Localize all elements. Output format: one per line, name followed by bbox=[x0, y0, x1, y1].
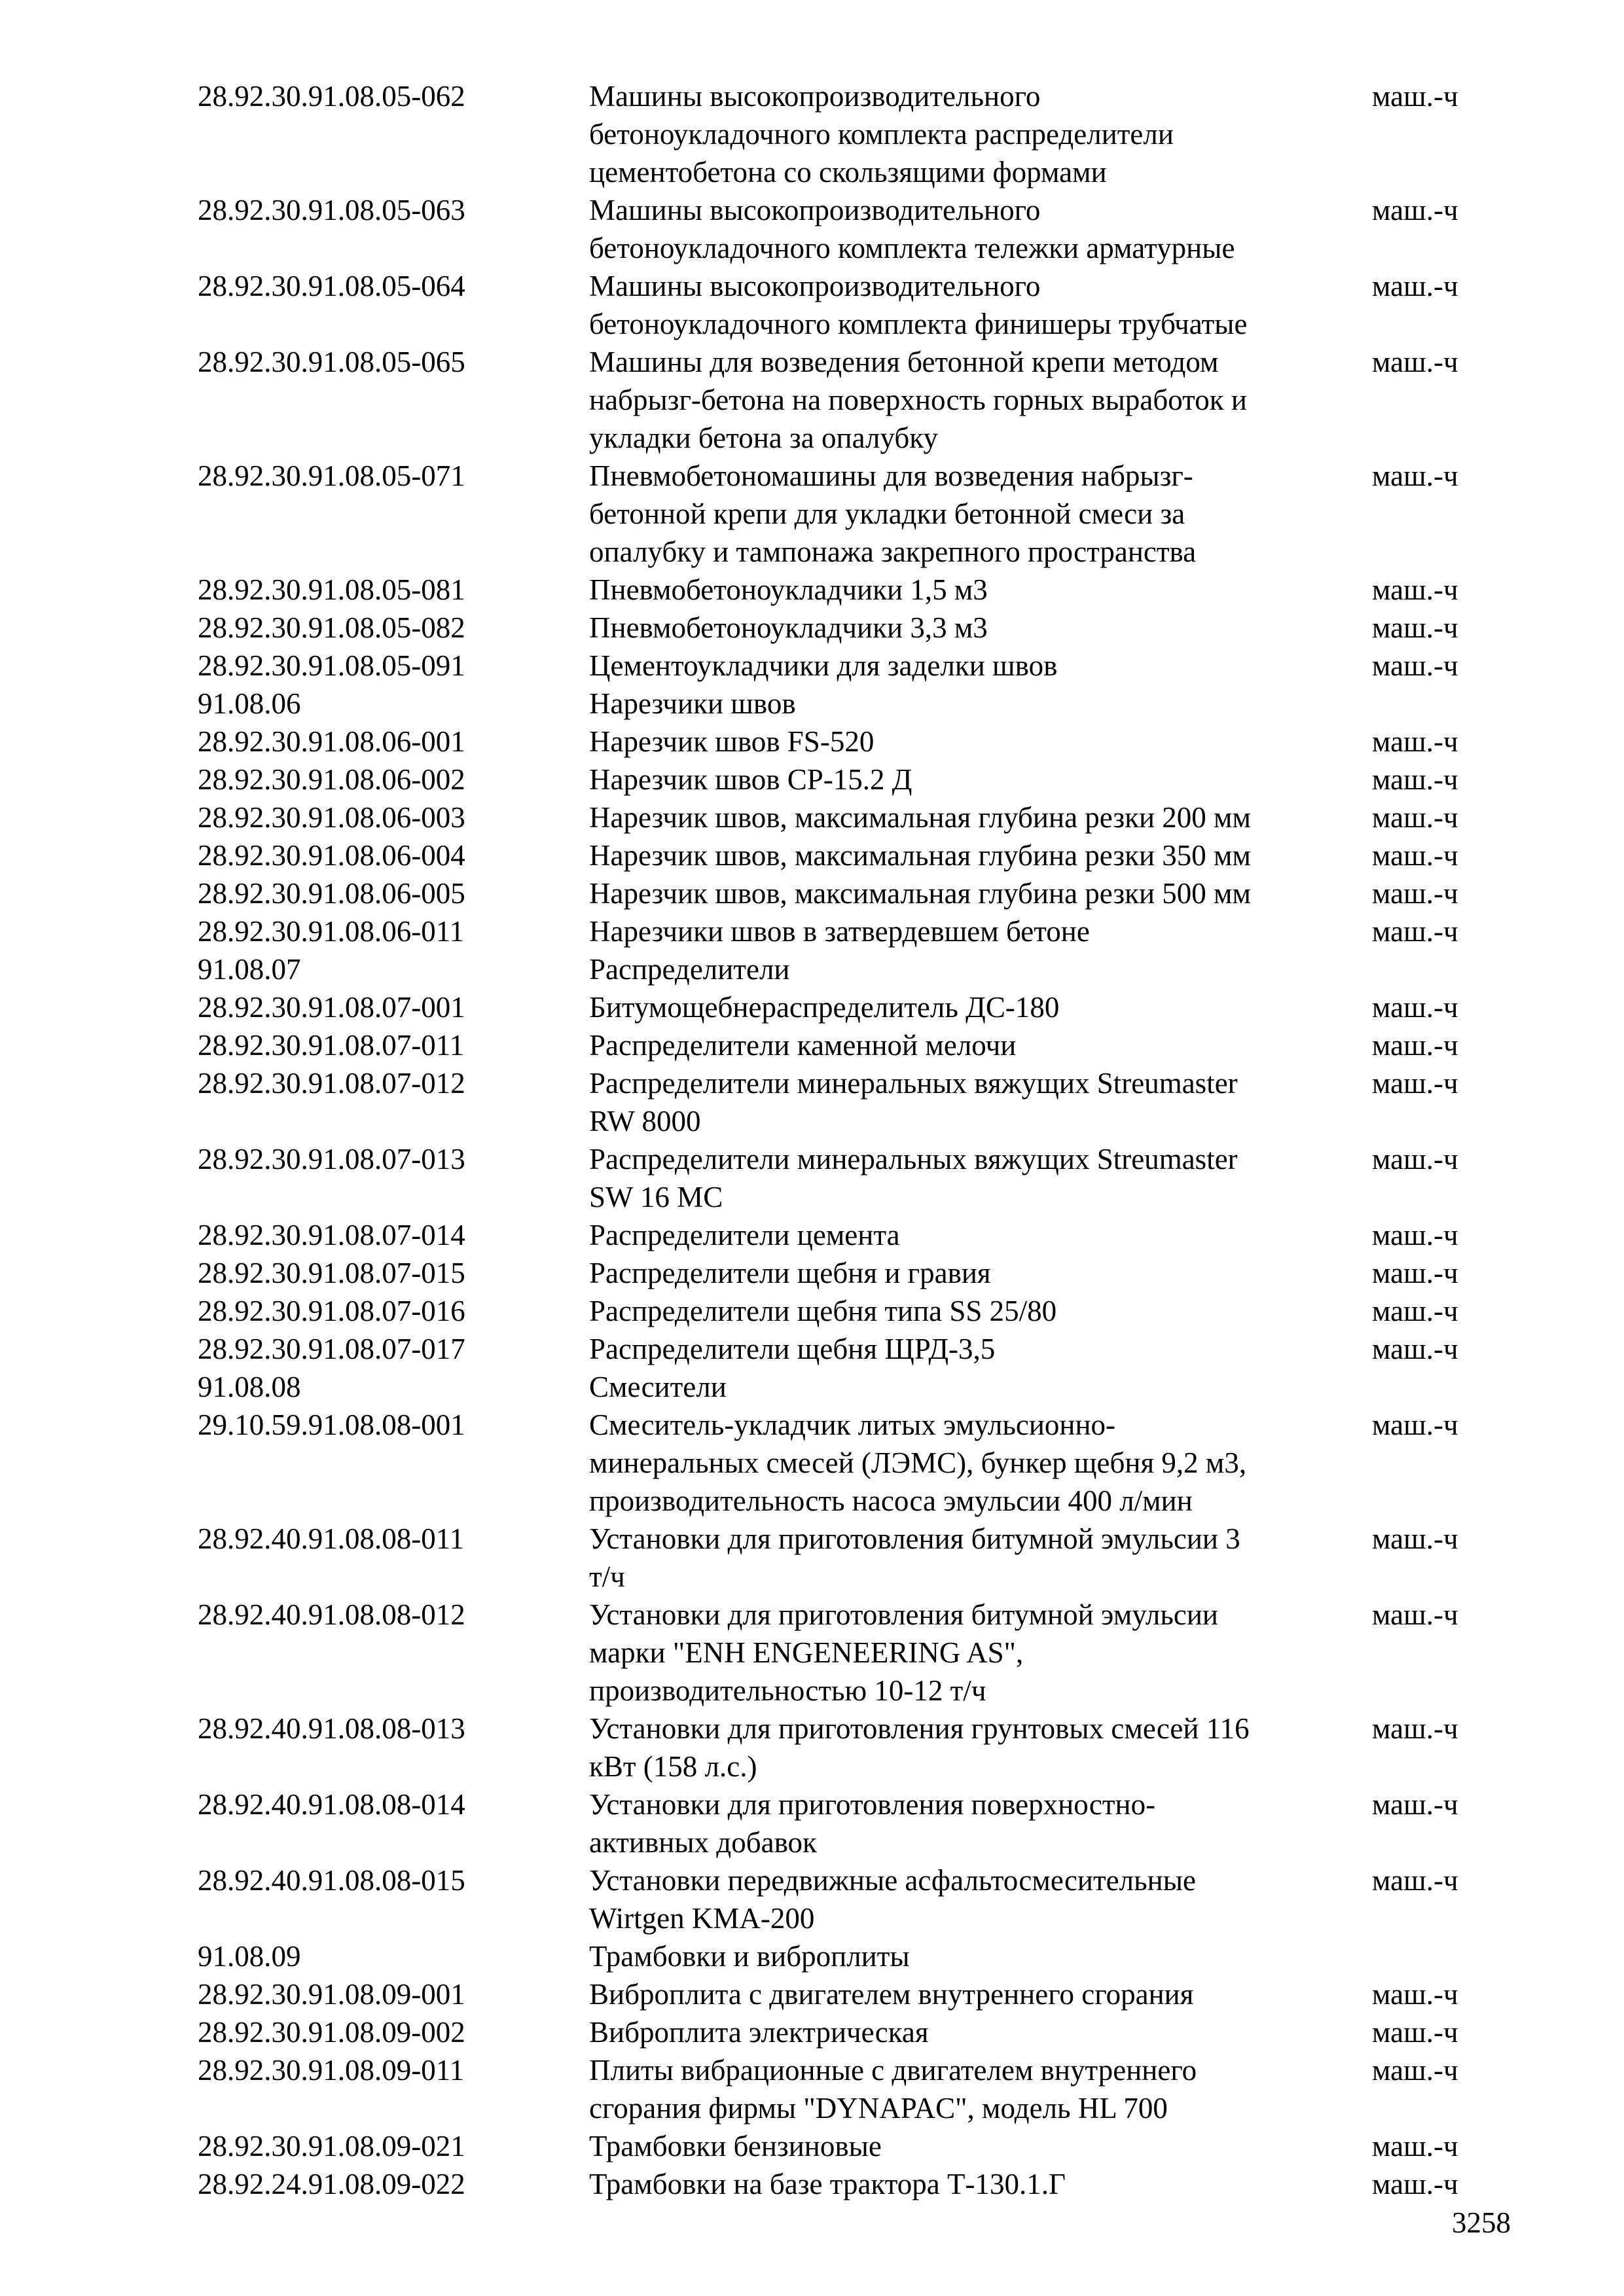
item-code: 28.92.30.91.08.05-064 bbox=[198, 270, 465, 302]
item-name bbox=[589, 609, 1335, 647]
item-name bbox=[589, 1975, 1335, 2013]
item-name-line: Нарезчик швов, максимальная глубина резки 200 мм bbox=[589, 801, 1252, 834]
item-name-line: Установки для приготовления грунтовых смесей 116 bbox=[589, 1712, 1250, 1745]
item-unit: маш.-ч bbox=[1372, 991, 1458, 1024]
list-item bbox=[198, 1216, 1507, 1254]
item-name-line: Машины высокопроизводительного bbox=[589, 194, 1041, 226]
item-code: 28.92.40.91.08.08-013 bbox=[198, 1712, 465, 1745]
list-item bbox=[198, 609, 1507, 647]
item-name-line: Смесители bbox=[589, 1371, 727, 1403]
item-code: 28.92.30.91.08.05-065 bbox=[198, 346, 465, 378]
list-item bbox=[198, 1710, 1507, 1785]
list-item bbox=[198, 191, 1507, 267]
list-item bbox=[198, 912, 1507, 950]
item-code: 28.92.30.91.08.05-082 bbox=[198, 611, 465, 644]
item-unit: маш.-ч bbox=[1372, 459, 1458, 492]
item-code: 28.92.30.91.08.09-021 bbox=[198, 2130, 465, 2162]
item-code: 28.92.30.91.08.06-004 bbox=[198, 839, 465, 872]
item-name-line: бетонной крепи для укладки бетонной смеси за bbox=[589, 497, 1185, 530]
item-name-line: Распределители щебня и гравия bbox=[589, 1257, 991, 1289]
item-name bbox=[589, 647, 1335, 685]
list-item bbox=[198, 2165, 1507, 2203]
item-name-line: сгорания фирмы "DYNAPAC", модель HL 700 bbox=[589, 2092, 1168, 2125]
item-unit: маш.-ч bbox=[1372, 573, 1458, 606]
item-name bbox=[589, 988, 1335, 1026]
section-heading bbox=[198, 1937, 1507, 1975]
item-name bbox=[589, 1861, 1335, 1937]
item-name bbox=[589, 1064, 1335, 1140]
item-name-line: Нарезчик швов СР-15.2 Д bbox=[589, 763, 912, 796]
item-name bbox=[589, 798, 1335, 836]
item-name bbox=[589, 1596, 1335, 1710]
item-name-line: марки "ENH ENGENEERING AS", bbox=[589, 1636, 1024, 1669]
item-code: 28.92.24.91.08.09-022 bbox=[198, 2168, 465, 2200]
item-name bbox=[589, 1026, 1335, 1064]
item-name bbox=[589, 912, 1335, 950]
list-item bbox=[198, 1330, 1507, 1368]
item-name-line: Распределители bbox=[589, 953, 790, 986]
item-unit: маш.-ч bbox=[1372, 1029, 1458, 1062]
list-item bbox=[198, 77, 1507, 191]
item-unit: маш.-ч bbox=[1372, 270, 1458, 302]
item-unit: маш.-ч bbox=[1372, 1598, 1458, 1631]
item-name bbox=[589, 1937, 1335, 1975]
item-name-line: SW 16 МС bbox=[589, 1181, 723, 1213]
item-unit: маш.-ч bbox=[1372, 346, 1458, 378]
item-name bbox=[589, 874, 1335, 912]
item-name bbox=[589, 1330, 1335, 1368]
item-name bbox=[589, 1406, 1335, 1520]
item-name-line: Нарезчик швов, максимальная глубина резки 350 мм bbox=[589, 839, 1252, 872]
list-item bbox=[198, 761, 1507, 798]
item-code: 28.92.30.91.08.07-013 bbox=[198, 1143, 465, 1175]
item-name-line: бетоноукладочного комплекта тележки арматурные bbox=[589, 232, 1235, 264]
item-unit: маш.-ч bbox=[1372, 1712, 1458, 1745]
item-name-line: бетоноукладочного комплекта финишеры трубчатые bbox=[589, 308, 1248, 340]
item-code: 28.92.30.91.08.07-012 bbox=[198, 1067, 465, 1100]
item-unit: маш.-ч bbox=[1372, 649, 1458, 682]
item-name bbox=[589, 1216, 1335, 1254]
item-name bbox=[589, 267, 1335, 343]
list-item bbox=[198, 457, 1507, 571]
item-name bbox=[589, 77, 1335, 191]
section-heading bbox=[198, 685, 1507, 723]
item-code: 28.92.30.91.08.07-016 bbox=[198, 1295, 465, 1327]
item-name-line: активных добавок bbox=[589, 1826, 817, 1859]
item-unit: маш.-ч bbox=[1372, 80, 1458, 113]
item-name-line: Машины высокопроизводительного bbox=[589, 80, 1041, 113]
item-unit: маш.-ч bbox=[1372, 725, 1458, 758]
item-unit: маш.-ч bbox=[1372, 1788, 1458, 1821]
section-heading bbox=[198, 1368, 1507, 1406]
item-code: 28.92.30.91.08.05-071 bbox=[198, 459, 465, 492]
item-name-line: Битумощебнераспределитель ДС-180 bbox=[589, 991, 1060, 1024]
item-name-line: цементобетона со скользящими формами bbox=[589, 156, 1107, 188]
list-item bbox=[198, 571, 1507, 609]
list-item bbox=[198, 1406, 1507, 1520]
item-name-line: Установки для приготовления битумной эмульсии bbox=[589, 1598, 1218, 1631]
machine-list bbox=[198, 77, 1507, 2203]
item-code: 28.92.40.91.08.08-014 bbox=[198, 1788, 465, 1821]
item-name bbox=[589, 836, 1335, 874]
item-name-line: Распределители каменной мелочи bbox=[589, 1029, 1017, 1062]
item-unit: маш.-ч bbox=[1372, 763, 1458, 796]
item-name-line: бетоноукладочного комплекта распределители bbox=[589, 118, 1174, 151]
item-unit: маш.-ч bbox=[1372, 2130, 1458, 2162]
item-name-line: Распределители цемента bbox=[589, 1219, 900, 1251]
list-item bbox=[198, 1520, 1507, 1596]
item-unit: маш.-ч bbox=[1372, 839, 1458, 872]
item-name-line: Пневмобетоноукладчики 3,3 м3 bbox=[589, 611, 988, 644]
item-name-line: кВт (158 л.с.) bbox=[589, 1750, 757, 1783]
list-item bbox=[198, 2127, 1507, 2165]
item-code: 28.92.30.91.08.06-001 bbox=[198, 725, 465, 758]
item-name-line: Виброплита с двигателем внутреннего сгорания bbox=[589, 1978, 1194, 2011]
item-name bbox=[589, 723, 1335, 761]
item-code: 28.92.30.91.08.06-005 bbox=[198, 877, 465, 910]
item-name bbox=[589, 1520, 1335, 1596]
item-unit: маш.-ч bbox=[1372, 1978, 1458, 2011]
item-unit: маш.-ч bbox=[1372, 611, 1458, 644]
list-item bbox=[198, 2051, 1507, 2127]
item-name-line: RW 8000 bbox=[589, 1105, 701, 1138]
list-item bbox=[198, 267, 1507, 343]
item-name-line: Wirtgen KMA-200 bbox=[589, 1902, 815, 1935]
list-item bbox=[198, 874, 1507, 912]
item-code: 28.92.30.91.08.07-017 bbox=[198, 1333, 465, 1365]
item-name-line: Установки передвижные асфальтосмесительные bbox=[589, 1864, 1196, 1897]
item-name bbox=[589, 343, 1335, 457]
list-item bbox=[198, 1254, 1507, 1292]
list-item bbox=[198, 343, 1507, 457]
item-code: 28.92.30.91.08.05-063 bbox=[198, 194, 465, 226]
item-name-line: Нарезчик швов FS-520 bbox=[589, 725, 875, 758]
list-item bbox=[198, 2013, 1507, 2051]
item-name bbox=[589, 1368, 1335, 1406]
item-code: 91.08.09 bbox=[198, 1940, 301, 1973]
item-code: 28.92.40.91.08.08-015 bbox=[198, 1864, 465, 1897]
item-name-line: Распределители щебня ЩРД-3,5 bbox=[589, 1333, 996, 1365]
item-name-line: Машины для возведения бетонной крепи методом bbox=[589, 346, 1219, 378]
item-code: 28.92.30.91.08.09-002 bbox=[198, 2016, 465, 2049]
item-name-line: укладки бетона за опалубку bbox=[589, 422, 938, 454]
item-name-line: Виброплита электрическая bbox=[589, 2016, 929, 2049]
item-unit: маш.-ч bbox=[1372, 1864, 1458, 1897]
list-item bbox=[198, 1596, 1507, 1710]
item-code: 28.92.40.91.08.08-012 bbox=[198, 1598, 465, 1631]
list-item bbox=[198, 988, 1507, 1026]
item-name bbox=[589, 2013, 1335, 2051]
item-name bbox=[589, 685, 1335, 723]
item-code: 28.92.30.91.08.05-062 bbox=[198, 80, 465, 113]
item-name-line: Распределители щебня типа SS 25/80 bbox=[589, 1295, 1057, 1327]
item-code: 28.92.30.91.08.05-081 bbox=[198, 573, 465, 606]
item-name-line: Цементоукладчики для заделки швов bbox=[589, 649, 1058, 682]
item-name-line: производительность насоса эмульсии 400 л/мин bbox=[589, 1484, 1193, 1517]
item-name-line: Машины высокопроизводительного bbox=[589, 270, 1041, 302]
list-item bbox=[198, 1140, 1507, 1216]
list-item bbox=[198, 798, 1507, 836]
item-name-line: Установки для приготовления поверхностно- bbox=[589, 1788, 1156, 1821]
item-unit: маш.-ч bbox=[1372, 1219, 1458, 1251]
item-name-line: Нарезчик швов, максимальная глубина резки 500 мм bbox=[589, 877, 1252, 910]
item-code: 28.92.30.91.08.05-091 bbox=[198, 649, 465, 682]
item-name-line: набрызг-бетона на поверхность горных выработок и bbox=[589, 384, 1247, 416]
item-code: 28.92.30.91.08.06-003 bbox=[198, 801, 465, 834]
list-item bbox=[198, 1292, 1507, 1330]
item-code: 28.92.30.91.08.09-011 bbox=[198, 2054, 465, 2087]
item-code: 91.08.06 bbox=[198, 687, 301, 720]
item-unit: маш.-ч bbox=[1372, 1295, 1458, 1327]
list-item bbox=[198, 1785, 1507, 1861]
item-name bbox=[589, 191, 1335, 267]
item-name-line: Нарезчики швов bbox=[589, 687, 796, 720]
list-item bbox=[198, 836, 1507, 874]
item-unit: маш.-ч bbox=[1372, 1333, 1458, 1365]
item-code: 28.92.40.91.08.08-011 bbox=[198, 1522, 465, 1555]
list-item bbox=[198, 1026, 1507, 1064]
list-item bbox=[198, 1975, 1507, 2013]
item-unit: маш.-ч bbox=[1372, 1257, 1458, 1289]
item-code: 29.10.59.91.08.08-001 bbox=[198, 1408, 465, 1441]
item-name bbox=[589, 457, 1335, 571]
item-unit: маш.-ч bbox=[1372, 194, 1458, 226]
item-name bbox=[589, 1292, 1335, 1330]
list-item bbox=[198, 1064, 1507, 1140]
item-unit: маш.-ч bbox=[1372, 915, 1458, 948]
item-name bbox=[589, 1710, 1335, 1785]
item-name-line: минеральных смесей (ЛЭМС), бункер щебня 9,2 м3, bbox=[589, 1446, 1247, 1479]
item-unit: маш.-ч bbox=[1372, 1522, 1458, 1555]
item-unit: маш.-ч bbox=[1372, 2054, 1458, 2087]
item-name-line: Пневмобетоноукладчики 1,5 м3 bbox=[589, 573, 988, 606]
item-unit: маш.-ч bbox=[1372, 1408, 1458, 1441]
item-name-line: Установки для приготовления битумной эмульсии 3 bbox=[589, 1522, 1240, 1555]
item-name-line: Трамбовки бензиновые bbox=[589, 2130, 882, 2162]
section-heading bbox=[198, 950, 1507, 988]
item-unit: маш.-ч bbox=[1372, 2016, 1458, 2049]
item-code: 91.08.07 bbox=[198, 953, 301, 986]
item-name-line: Нарезчики швов в затвердевшем бетоне bbox=[589, 915, 1090, 948]
item-name-line: Трамбовки на базе трактора Т-130.1.Г bbox=[589, 2168, 1066, 2200]
item-unit: маш.-ч bbox=[1372, 1143, 1458, 1175]
item-name-line: т/ч bbox=[589, 1560, 625, 1593]
item-code: 28.92.30.91.08.09-001 bbox=[198, 1978, 465, 2011]
item-name-line: Смеситель-укладчик литых эмульсионно- bbox=[589, 1408, 1116, 1441]
item-name bbox=[589, 1785, 1335, 1861]
item-name bbox=[589, 571, 1335, 609]
item-code: 28.92.30.91.08.07-015 bbox=[198, 1257, 465, 1289]
item-code: 28.92.30.91.08.07-001 bbox=[198, 991, 465, 1024]
item-name bbox=[589, 1254, 1335, 1292]
item-name-line: Распределители минеральных вяжущих Streumaster bbox=[589, 1143, 1238, 1175]
item-unit: маш.-ч bbox=[1372, 2168, 1458, 2200]
item-unit: маш.-ч bbox=[1372, 1067, 1458, 1100]
item-name bbox=[589, 2165, 1335, 2203]
item-name-line: Плиты вибрационные с двигателем внутреннего bbox=[589, 2054, 1197, 2087]
item-name bbox=[589, 950, 1335, 988]
list-item bbox=[198, 1861, 1507, 1937]
item-name bbox=[589, 761, 1335, 798]
item-name-line: Трамбовки и виброплиты bbox=[589, 1940, 910, 1973]
item-name bbox=[589, 1140, 1335, 1216]
item-code: 91.08.08 bbox=[198, 1371, 301, 1403]
item-unit: маш.-ч bbox=[1372, 801, 1458, 834]
item-unit: маш.-ч bbox=[1372, 877, 1458, 910]
item-code: 28.92.30.91.08.06-011 bbox=[198, 915, 465, 948]
item-name-line: опалубку и тампонажа закрепного пространства bbox=[589, 535, 1197, 568]
item-name-line: Пневмобетономашины для возведения набрызг- bbox=[589, 459, 1193, 492]
item-name-line: Распределители минеральных вяжущих Streumaster bbox=[589, 1067, 1238, 1100]
list-item bbox=[198, 647, 1507, 685]
item-code: 28.92.30.91.08.07-014 bbox=[198, 1219, 465, 1251]
item-name bbox=[589, 2051, 1335, 2127]
item-code: 28.92.30.91.08.07-011 bbox=[198, 1029, 465, 1062]
item-name bbox=[589, 2127, 1335, 2165]
list-item bbox=[198, 723, 1507, 761]
item-name-line: производительностью 10-12 т/ч bbox=[589, 1674, 986, 1707]
page-number: 3258 bbox=[1452, 2206, 1511, 2239]
item-code: 28.92.30.91.08.06-002 bbox=[198, 763, 465, 796]
